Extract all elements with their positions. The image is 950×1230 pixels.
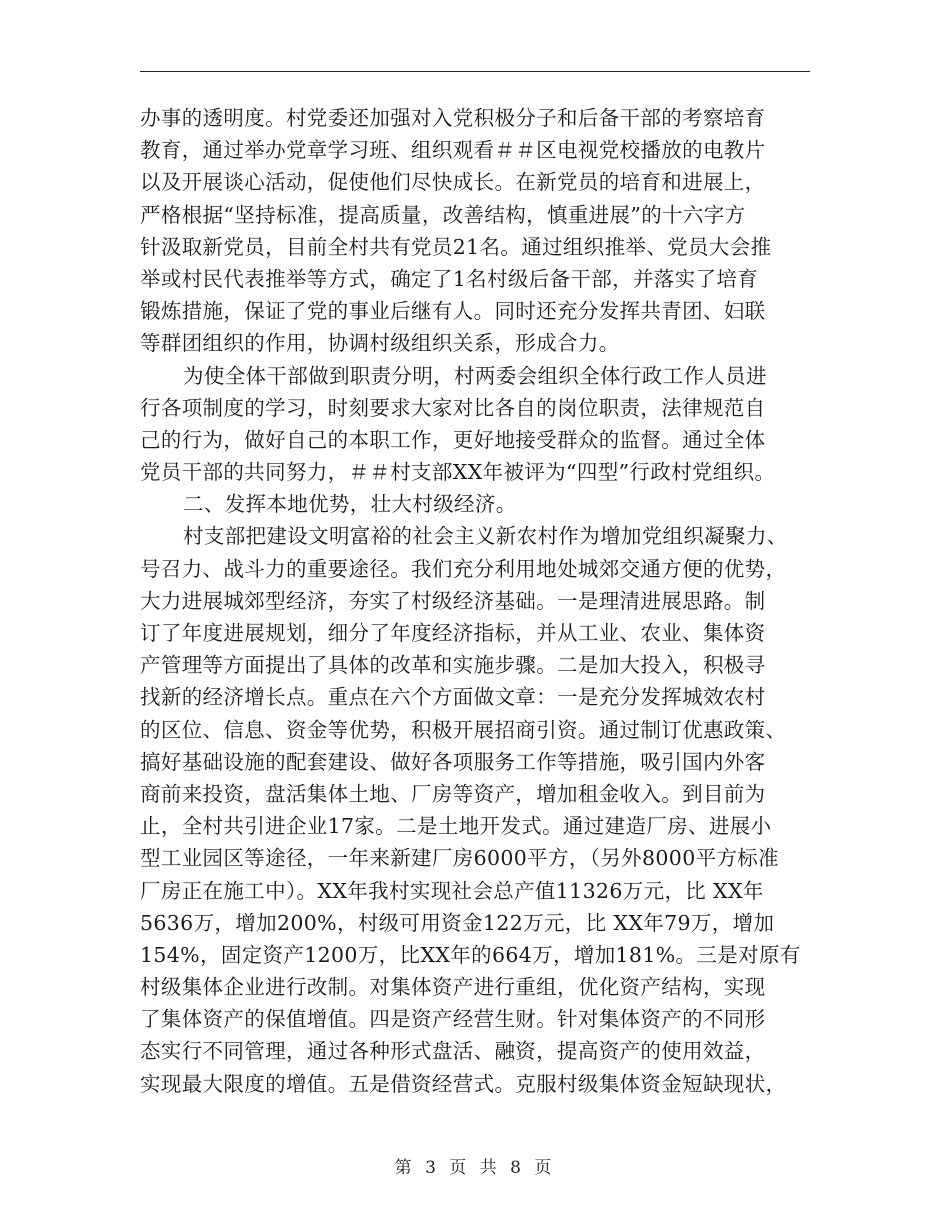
page-footer: 第 3 页 共 8 页: [394, 1158, 556, 1178]
paragraph-first-line: 村支部把建设文明富裕的社会主义新农村作为增加党组织凝聚力、: [183, 524, 788, 549]
text-line: 以及开展谈心活动，促使他们尽快成长。在新党员的培育和进展上，: [140, 170, 766, 195]
paragraph-first-line: 为使全体干部做到职责分明，村两委会组织全体行政工作人员进: [183, 363, 767, 388]
text-line: 154%，固定资产1200万，比XX年的664万，增加181%。三是对原有: [140, 942, 801, 967]
text-line: 办事的透明度。村党委还加强对入党积极分子和后备干部的考察培育: [140, 106, 766, 130]
text-line: 大力进展城郊型经济，夯实了村级经济基础。一是理清进展思路。制: [140, 588, 766, 613]
text-line: 态实行不同管理，通过各种形式盘活、融资，提高资产的使用效益，: [140, 1039, 766, 1064]
header-rule: [140, 71, 810, 72]
text-line: 订了年度进展规划，细分了年度经济指标，并从工业、农业、集体资: [140, 621, 766, 645]
document-body: [140, 102, 830, 1100]
text-line: 产管理等方面提出了具体的改革和实施步骤。二是加大投入，积极寻: [140, 653, 766, 678]
text-line: 号召力、战斗力的重要途径。我们充分利用地处城郊交通方便的优势，: [140, 556, 787, 581]
text-line: 村级集体企业进行改制。对集体资产进行重组，优化资产结构，实现: [140, 975, 766, 1000]
paragraph-first-line: 二、发挥本地优势，壮大村级经济。: [183, 492, 517, 517]
text-line: 5636万，增加200%，村级可用资金122万元，比 XX年79万，增加: [140, 910, 775, 935]
text-line: 型工业园区等途径，一年来新建厂房6000平方，（另外8000平方标准: [140, 846, 779, 871]
text-line: 举或村民代表推举等方式，确定了1名村级后备干部，并落实了培育: [140, 266, 759, 291]
text-line: 针汲取新党员，目前全村共有党员21名。通过组织推举、党员大会推: [140, 234, 772, 259]
text-line: 实现最大限度的增值。五是借资经营式。克服村级集体资金短缺现状，: [140, 1071, 787, 1096]
text-line: 了集体资产的保值增值。四是资产经营生财。针对集体资产的不同形: [140, 1007, 766, 1032]
text-line: 找新的经济增长点。重点在六个方面做文章：一是充分发挥城效农村: [140, 685, 766, 710]
text-line: 等群团组织的作用，协调村级组织关系，形成合力。: [140, 331, 620, 356]
text-line: 锻炼措施，保证了党的事业后继有人。同时还充分发挥共青团、妇联: [140, 299, 766, 324]
text-line: 行各项制度的学习，时刻要求大家对比各自的岗位职责，法律规范自: [140, 395, 766, 420]
text-line: 的区位、信息、资金等优势，积极开展招商引资。通过制订优惠政策、: [140, 717, 787, 742]
text-line: 搞好基础设施的配套建设、做好各项服务工作等措施，吸引国内外客: [140, 749, 766, 774]
text-line: 己的行为，做好自己的本职工作，更好地接受群众的监督。通过全体: [140, 427, 766, 452]
text-line: 教育，通过举办党章学习班、组织观看＃＃区电视党校播放的电教片: [140, 138, 766, 163]
text-line: 商前来投资，盘活集体土地、厂房等资产，增加租金收入。到目前为: [140, 781, 766, 806]
text-line: 严格根据“坚持标准，提高质量，改善结构，慎重进展”的十六字方: [140, 202, 746, 227]
text-line: 厂房正在施工中）。XX年我村实现社会总产值11326万元，比 XX年: [140, 878, 764, 903]
text-line: 党员干部的共同努力，＃＃村支部XX年被评为“四型”行政村党组织。: [140, 460, 776, 485]
text-line: 止，全村共引进企业17家。二是土地开发式。通过建造厂房、进展小: [140, 814, 772, 839]
